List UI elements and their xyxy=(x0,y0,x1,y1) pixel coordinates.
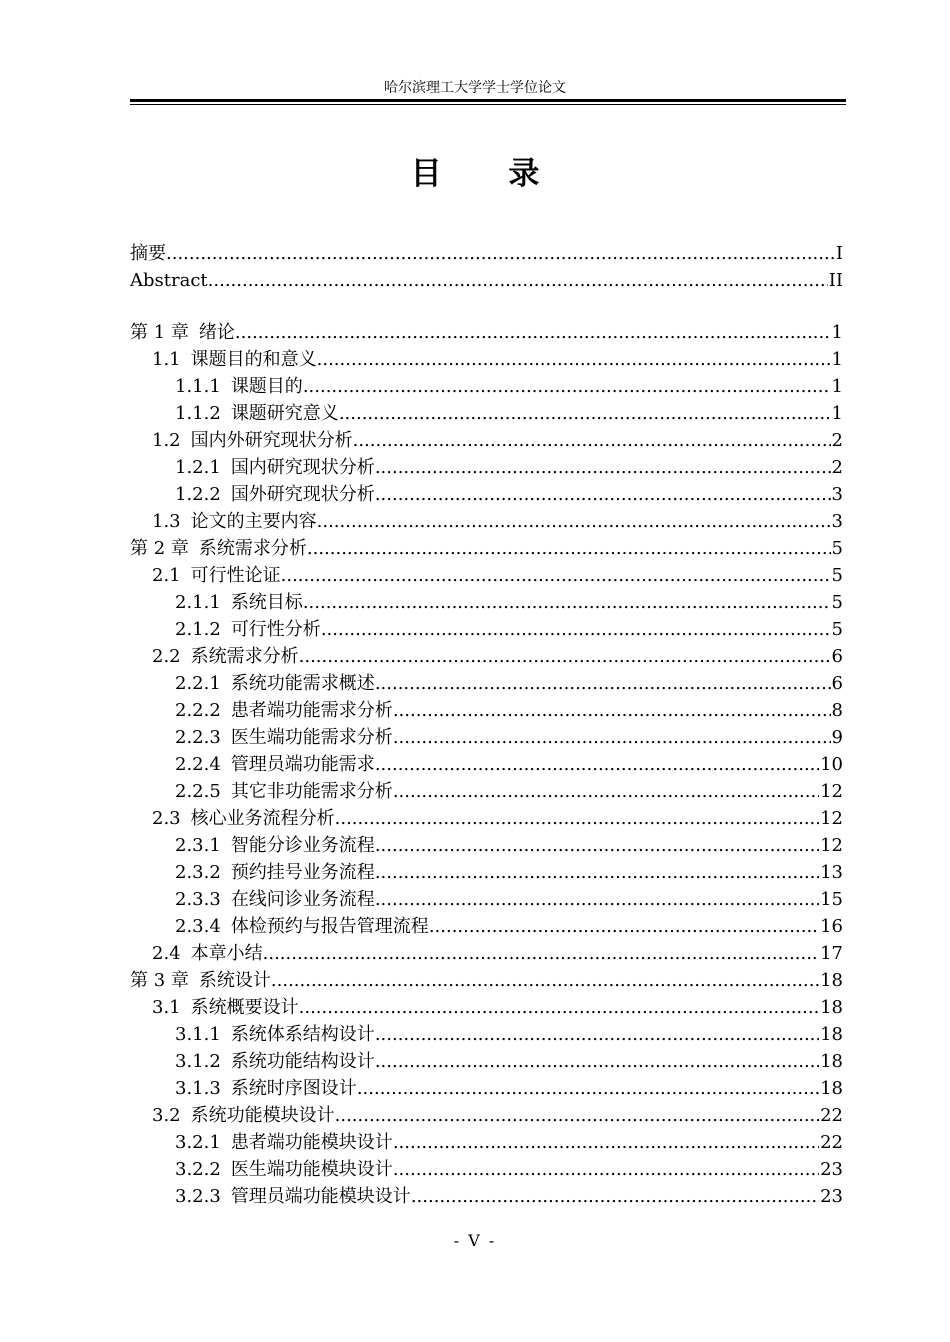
toc-entry-label: Abstract xyxy=(130,270,208,291)
toc-entry-label: 系统功能需求概述 xyxy=(230,673,375,694)
toc-entry-number: 1.1.1 xyxy=(175,376,221,397)
toc-entry-number: 第 2 章 xyxy=(130,538,189,559)
toc-entry-label: 在线问诊业务流程 xyxy=(230,889,375,910)
dot-leader xyxy=(281,562,831,589)
toc-entry-number: 3.2.1 xyxy=(175,1132,221,1153)
toc-entry-label: 可行性分析 xyxy=(230,619,321,640)
toc-entry-number: 2.3.4 xyxy=(175,916,221,937)
toc-entry-page: 2 xyxy=(831,430,843,451)
header-rule-thick xyxy=(130,99,846,102)
dot-leader xyxy=(393,724,831,751)
toc-entry[interactable] xyxy=(130,913,846,940)
toc-entry-label: 系统体系结构设计 xyxy=(230,1024,375,1045)
toc-entry[interactable] xyxy=(130,373,846,400)
toc-entry-page: 22 xyxy=(820,1132,843,1153)
toc-entry[interactable] xyxy=(130,427,846,454)
toc-entry-number: 2.3.2 xyxy=(175,862,221,883)
toc-entry-page: 8 xyxy=(831,700,843,721)
toc-entry-page: 12 xyxy=(820,781,843,802)
header-rule-thin xyxy=(130,104,846,105)
toc-entry-page: 12 xyxy=(820,835,843,856)
toc-entry-page: 2 xyxy=(831,457,843,478)
toc-entry[interactable] xyxy=(130,697,846,724)
toc-entry[interactable] xyxy=(130,832,846,859)
toc-entry-page: 1 xyxy=(831,322,843,343)
toc-entry-title xyxy=(175,589,303,616)
toc-entry-page: 23 xyxy=(820,1159,843,1180)
toc-entry[interactable] xyxy=(130,859,846,886)
toc-entry-title xyxy=(175,1129,393,1156)
toc-entry-page: 3 xyxy=(831,511,843,532)
toc-entry-label: 医生端功能模块设计 xyxy=(230,1159,393,1180)
dot-leader xyxy=(317,508,831,535)
toc-entry-number: 3.1.2 xyxy=(175,1051,221,1072)
toc-entry-page: 6 xyxy=(831,646,843,667)
dot-leader xyxy=(271,967,819,994)
dot-leader xyxy=(339,400,831,427)
toc-entry-page: 18 xyxy=(820,1024,843,1045)
toc-entry-label: 国内外研究现状分析 xyxy=(190,430,353,451)
dot-leader xyxy=(375,454,831,481)
toc-entry[interactable] xyxy=(130,1021,846,1048)
toc-entry-page: 23 xyxy=(820,1186,843,1207)
toc-entry-page: 18 xyxy=(820,970,843,991)
toc-entry-number: 2.1.2 xyxy=(175,619,221,640)
toc-entry-number: 2.3 xyxy=(152,808,181,829)
toc-entry-title xyxy=(175,1048,375,1075)
toc-entry-title xyxy=(175,454,375,481)
toc-entry-title xyxy=(130,535,307,562)
toc-entry-page: I xyxy=(835,243,843,264)
toc-entry-label: 系统功能模块设计 xyxy=(190,1105,335,1126)
toc-entry-number: 3.2 xyxy=(152,1105,181,1126)
toc-entry-title xyxy=(175,886,375,913)
dot-leader xyxy=(303,373,831,400)
toc-entry-label: 系统时序图设计 xyxy=(230,1078,357,1099)
dot-leader xyxy=(375,859,819,886)
toc-entry-title xyxy=(175,1183,411,1210)
toc-entry-label: 管理员端功能模块设计 xyxy=(230,1186,411,1207)
toc-entry-title xyxy=(175,724,393,751)
toc-entry-label: 系统需求分析 xyxy=(190,646,299,667)
toc-entry-title xyxy=(152,1102,335,1129)
toc-entry[interactable] xyxy=(130,778,846,805)
table-of-contents xyxy=(130,240,846,1210)
toc-entry[interactable] xyxy=(130,1156,846,1183)
toc-entry[interactable] xyxy=(130,267,846,294)
dot-leader xyxy=(375,1021,819,1048)
toc-entry-number: 1.3 xyxy=(152,511,181,532)
dot-leader xyxy=(208,267,828,294)
toc-entry-page: 22 xyxy=(820,1105,843,1126)
toc-entry-title xyxy=(175,859,375,886)
toc-entry[interactable] xyxy=(130,346,846,373)
toc-entry-label: 智能分诊业务流程 xyxy=(230,835,375,856)
dot-leader xyxy=(303,589,831,616)
toc-entry-title xyxy=(130,240,166,267)
toc-entry[interactable] xyxy=(130,751,846,778)
toc-entry-page: 18 xyxy=(820,1051,843,1072)
toc-entry-number: 3.1 xyxy=(152,997,181,1018)
dot-leader xyxy=(321,616,831,643)
toc-entry[interactable] xyxy=(130,886,846,913)
dot-leader xyxy=(393,1156,819,1183)
toc-entry-title xyxy=(152,940,263,967)
toc-entry-title xyxy=(175,481,375,508)
toc-entry-title xyxy=(175,1075,357,1102)
dot-leader xyxy=(429,913,819,940)
toc-entry-label: 本章小结 xyxy=(190,943,263,964)
dot-leader xyxy=(166,240,835,267)
toc-entry-page: 1 xyxy=(831,403,843,424)
toc-entry-label: 摘要 xyxy=(130,243,166,264)
toc-entry-page: 18 xyxy=(820,997,843,1018)
dot-leader xyxy=(263,940,819,967)
toc-entry-title xyxy=(175,1021,375,1048)
toc-entry[interactable] xyxy=(130,616,846,643)
toc-entry-label: 课题目的 xyxy=(230,376,303,397)
toc-entry[interactable] xyxy=(130,454,846,481)
toc-entry-number: 2.3.3 xyxy=(175,889,221,910)
toc-entry-number: 2.2.2 xyxy=(175,700,221,721)
dot-leader xyxy=(317,346,831,373)
toc-entry-number: 1.2.2 xyxy=(175,484,221,505)
dot-leader xyxy=(375,1048,819,1075)
toc-entry-number: 1.1 xyxy=(152,349,181,370)
toc-entry-title xyxy=(175,1156,393,1183)
toc-entry-label: 系统目标 xyxy=(230,592,303,613)
toc-entry-title xyxy=(130,319,235,346)
toc-entry-label: 体检预约与报告管理流程 xyxy=(230,916,429,937)
toc-entry-title xyxy=(152,643,299,670)
toc-entry[interactable] xyxy=(130,724,846,751)
toc-entry-page: 16 xyxy=(820,916,843,937)
toc-entry-number: 2.2.4 xyxy=(175,754,221,775)
dot-leader xyxy=(375,751,819,778)
toc-entry-label: 课题目的和意义 xyxy=(190,349,317,370)
toc-entry-label: 管理员端功能需求 xyxy=(230,754,375,775)
toc-entry-number: 3.1.3 xyxy=(175,1078,221,1099)
toc-entry-label: 系统需求分析 xyxy=(198,538,307,559)
dot-leader xyxy=(299,994,819,1021)
toc-entry-page: 5 xyxy=(831,592,843,613)
toc-entry-title xyxy=(130,267,208,294)
toc-entry[interactable] xyxy=(130,508,846,535)
toc-title: 目 录 xyxy=(410,156,568,192)
toc-entry-page: 5 xyxy=(831,538,843,559)
dot-leader xyxy=(235,319,831,346)
toc-entry-page: 17 xyxy=(820,943,843,964)
toc-entry-label: 预约挂号业务流程 xyxy=(230,862,375,883)
toc-entry-title xyxy=(175,832,375,859)
toc-entry-number: 1.1.2 xyxy=(175,403,221,424)
toc-entry[interactable] xyxy=(130,1075,846,1102)
dot-leader xyxy=(375,886,819,913)
toc-entry-title xyxy=(152,994,299,1021)
toc-entry-title xyxy=(152,562,281,589)
toc-entry-label: 患者端功能模块设计 xyxy=(230,1132,393,1153)
toc-entry[interactable] xyxy=(130,940,846,967)
toc-entry-number: 第 3 章 xyxy=(130,970,189,991)
toc-entry-label: 核心业务流程分析 xyxy=(190,808,335,829)
toc-entry[interactable] xyxy=(130,967,846,994)
toc-entry-title xyxy=(175,778,393,805)
toc-entry[interactable] xyxy=(130,481,846,508)
dot-leader xyxy=(299,643,831,670)
toc-entry-title xyxy=(130,967,271,994)
toc-entry[interactable] xyxy=(130,589,846,616)
running-header: 哈尔滨理工大学学士学位论文 xyxy=(384,80,566,96)
toc-entry-page: 1 xyxy=(831,376,843,397)
toc-entry-page: 18 xyxy=(820,1078,843,1099)
toc-entry-title xyxy=(175,373,303,400)
dot-leader xyxy=(375,832,819,859)
dot-leader xyxy=(393,778,819,805)
dot-leader xyxy=(393,697,831,724)
dot-leader xyxy=(375,481,831,508)
toc-entry-number: 第 1 章 xyxy=(130,322,189,343)
toc-entry[interactable] xyxy=(130,1048,846,1075)
toc-entry-label: 系统功能结构设计 xyxy=(230,1051,375,1072)
dot-leader xyxy=(357,1075,819,1102)
toc-entry-page: 9 xyxy=(831,727,843,748)
dot-leader xyxy=(307,535,831,562)
dot-leader xyxy=(393,1129,819,1156)
toc-entry-title xyxy=(175,670,375,697)
toc-entry-title xyxy=(175,751,375,778)
toc-entry-page: 12 xyxy=(820,808,843,829)
toc-entry[interactable] xyxy=(130,535,846,562)
toc-entry-label: 课题研究意义 xyxy=(230,403,339,424)
toc-entry-label: 系统概要设计 xyxy=(190,997,299,1018)
toc-entry-title xyxy=(152,346,317,373)
toc-entry-label: 国内研究现状分析 xyxy=(230,457,375,478)
page-number: - V - xyxy=(453,1231,497,1250)
toc-entry-title xyxy=(175,697,393,724)
toc-entry-page: 5 xyxy=(831,565,843,586)
toc-entry-title xyxy=(175,400,339,427)
toc-entry-number: 2.1.1 xyxy=(175,592,221,613)
toc-entry[interactable] xyxy=(130,1183,846,1210)
toc-entry-label: 国外研究现状分析 xyxy=(230,484,375,505)
toc-entry-number: 2.4 xyxy=(152,943,181,964)
toc-entry-page: 15 xyxy=(820,889,843,910)
toc-entry[interactable] xyxy=(130,805,846,832)
toc-entry[interactable] xyxy=(130,643,846,670)
toc-entry[interactable] xyxy=(130,1129,846,1156)
toc-entry[interactable] xyxy=(130,319,846,346)
toc-entry-page: 5 xyxy=(831,619,843,640)
toc-entry-label: 其它非功能需求分析 xyxy=(230,781,393,802)
dot-leader xyxy=(411,1183,819,1210)
toc-entry-label: 绪论 xyxy=(198,322,235,343)
toc-entry[interactable] xyxy=(130,994,846,1021)
toc-entry-page: 6 xyxy=(831,673,843,694)
dot-leader xyxy=(335,1102,819,1129)
toc-entry-number: 2.2.1 xyxy=(175,673,221,694)
toc-entry-number: 3.2.2 xyxy=(175,1159,221,1180)
toc-entry-title xyxy=(175,616,321,643)
toc-entry-number: 2.1 xyxy=(152,565,181,586)
toc-entry-page: 1 xyxy=(831,349,843,370)
toc-entry-number: 3.1.1 xyxy=(175,1024,221,1045)
toc-entry[interactable] xyxy=(130,562,846,589)
toc-entry-label: 论文的主要内容 xyxy=(190,511,317,532)
toc-entry[interactable] xyxy=(130,670,846,697)
toc-entry-number: 2.2.5 xyxy=(175,781,221,802)
toc-entry-page: II xyxy=(828,270,843,291)
toc-entry-page: 3 xyxy=(831,484,843,505)
toc-entry-label: 可行性论证 xyxy=(190,565,281,586)
toc-entry-number: 2.2.3 xyxy=(175,727,221,748)
toc-entry-number: 1.2.1 xyxy=(175,457,221,478)
toc-entry-number: 3.2.3 xyxy=(175,1186,221,1207)
toc-entry-title xyxy=(152,427,353,454)
dot-leader xyxy=(375,670,831,697)
toc-entry-page: 10 xyxy=(820,754,843,775)
toc-entry-title xyxy=(152,805,335,832)
toc-entry-page: 13 xyxy=(820,862,843,883)
toc-entry-label: 系统设计 xyxy=(198,970,271,991)
toc-entry-number: 2.2 xyxy=(152,646,181,667)
dot-leader xyxy=(335,805,819,832)
toc-entry[interactable] xyxy=(130,400,846,427)
toc-entry-label: 医生端功能需求分析 xyxy=(230,727,393,748)
dot-leader xyxy=(353,427,831,454)
toc-entry-number: 1.2 xyxy=(152,430,181,451)
toc-entry[interactable] xyxy=(130,240,846,267)
toc-entry-label: 患者端功能需求分析 xyxy=(230,700,393,721)
toc-entry-title xyxy=(152,508,317,535)
toc-entry-title xyxy=(175,913,429,940)
toc-entry[interactable] xyxy=(130,1102,846,1129)
toc-entry-number: 2.3.1 xyxy=(175,835,221,856)
